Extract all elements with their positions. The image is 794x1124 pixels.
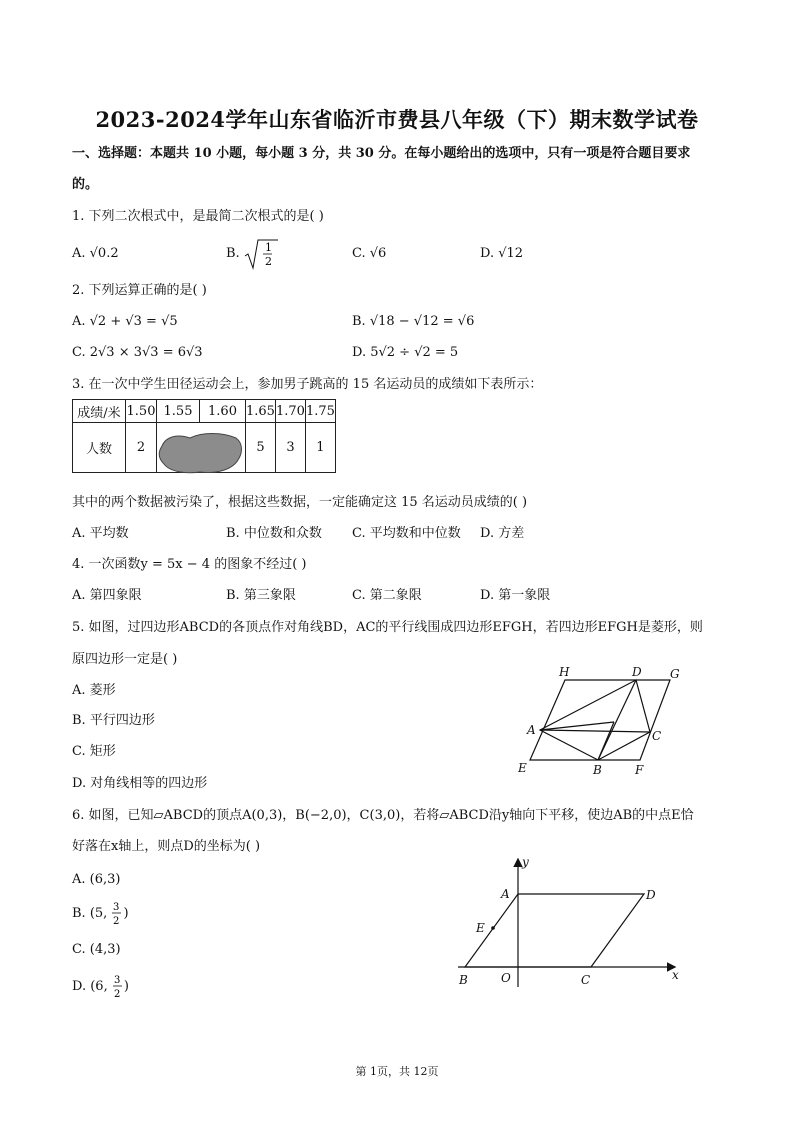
q6-option-d: [72, 971, 129, 1001]
label-f: F: [635, 763, 644, 777]
q5-option-c: C. 矩形: [72, 744, 116, 759]
q1-b-denominator: 2: [264, 255, 272, 268]
parallelogram-abcd: [465, 894, 644, 967]
q6-b-suffix: ): [123, 906, 129, 921]
fraction-icon: [112, 971, 124, 1001]
label-e: E: [476, 921, 485, 935]
section-heading-line1: 一、选择题：本题共 10 小题，每小题 3 分，共 30 分。在每小题给出的选项中，只有一项是符合题目要求: [72, 146, 691, 161]
table-cell: 1: [305, 423, 335, 473]
q1-option-c: C. √6: [352, 246, 387, 261]
label-o: O: [501, 971, 511, 985]
label-d: D: [632, 665, 642, 679]
q4-option-c: C. 第二象限: [352, 588, 422, 603]
q6-d-suffix: ): [123, 979, 129, 994]
label-g: G: [670, 667, 680, 681]
section-heading-line2: 的。: [72, 177, 99, 192]
page-footer: 第 1页，共 12页: [355, 1065, 439, 1078]
q6-stem-line2: 好落在x轴上，则点D的坐标为( ): [72, 839, 261, 854]
q3-option-b: B. 中位数和众数: [226, 526, 322, 541]
q2-option-b: B. √18 − √12 = √6: [352, 314, 475, 329]
label-h: H: [559, 665, 570, 679]
label-b: B: [593, 763, 602, 777]
table-cell: 人数: [73, 423, 126, 473]
page-title: 2023-2024学年山东省临沂市费县八年级（下）期末数学试卷: [95, 107, 699, 132]
table-header-cell: 1.75: [305, 400, 335, 423]
q5-option-a: A. 菱形: [72, 683, 116, 698]
table-header-cell: 1.70: [275, 400, 305, 423]
ink-stain-icon: [156, 428, 246, 478]
label-x: x: [672, 968, 679, 982]
label-c: C: [652, 729, 662, 743]
sqrt-fraction-icon: [244, 238, 278, 270]
q6-b-prefix: B. (5,: [72, 906, 108, 921]
q4-option-b: B. 第三象限: [226, 588, 296, 603]
q1-b-numerator: 1: [264, 241, 272, 254]
q4-option-a: A. 第四象限: [72, 588, 142, 603]
q2-option-d: D. 5√2 ÷ √2 = 5: [352, 345, 459, 360]
q2-option-a: A. √2 + √3 = √5: [72, 314, 178, 329]
q2-stem: 2. 下列运算正确的是( ): [72, 283, 207, 298]
parallelogram-efgh: [530, 680, 670, 760]
table-row: [73, 400, 336, 423]
label-e: E: [518, 761, 527, 775]
table-header-cell: 1.55: [157, 400, 200, 423]
label-b: B: [459, 973, 468, 987]
fraction-icon: [111, 898, 123, 928]
segment-ad-helper: [540, 722, 614, 730]
table-cell: 2: [126, 423, 157, 473]
q2-option-c: C. 2√3 × 3√3 = 6√3: [72, 345, 203, 360]
diagonal-ac: [540, 730, 650, 732]
table-cell: 3: [275, 423, 305, 473]
q5-stem-line2: 原四边形一定是( ): [72, 652, 178, 667]
quadrilateral-abcd: [540, 680, 650, 760]
q6-stem-line1: 6. 如图，已知▱ABCD的顶点A(0,3)，B(−2,0)，C(3,0)，若将▱ABCD沿y轴向下平移，使边AB的中点E恰: [72, 808, 694, 823]
q1-option-b: [226, 238, 278, 270]
label-a: A: [527, 723, 536, 737]
segment-helper: [598, 722, 614, 760]
q6-d-denominator: 2: [113, 989, 121, 1000]
q3-after-table: 其中的两个数据被污染了，根据这些数据，一定能确定这 15 名运动员成绩的( ): [72, 495, 528, 510]
q1-option-b-prefix: B.: [226, 246, 240, 261]
label-d: D: [646, 888, 656, 902]
q6-option-b: [72, 898, 129, 928]
q6-d-numerator: 3: [113, 975, 121, 986]
q4-stem: 4. 一次函数y = 5x − 4 的图象不经过( ): [72, 557, 307, 572]
q5-option-d: D. 对角线相等的四边形: [72, 776, 208, 791]
label-c: C: [581, 973, 591, 987]
q6-d-prefix: D. (6,: [72, 979, 108, 994]
q5-option-b: B. 平行四边形: [72, 713, 155, 728]
point-e: [491, 926, 495, 930]
q4-option-d: D. 第一象限: [480, 588, 551, 603]
table-header-cell: 1.60: [200, 400, 246, 423]
table-cell: 5: [246, 423, 276, 473]
table-header-cell: 1.50: [126, 400, 157, 423]
label-a: A: [501, 887, 510, 901]
table-header-cell: 1.65: [246, 400, 276, 423]
q3-stem: 3. 在一次中学生田径运动会上，参加男子跳高的 15 名运动员的成绩如下表所示：: [72, 377, 543, 392]
q6-b-denominator: 2: [113, 916, 120, 927]
q1-stem: 1. 下列二次根式中，是最简二次根式的是( ): [72, 209, 324, 224]
table-header-cell: 成绩/米: [73, 400, 126, 423]
label-y: y: [522, 855, 529, 869]
q6-b-numerator: 3: [113, 902, 120, 913]
q3-option-d: D. 方差: [480, 526, 525, 541]
q5-stem-line1: 5. 如图，过四边形ABCD的各顶点作对角线BD，AC的平行线围成四边形EFGH，若四边形EFGH是菱形，则: [72, 620, 703, 635]
q6-figure: [448, 852, 688, 992]
q3-option-a: A. 平均数: [72, 526, 129, 541]
q6-option-a: A. (6,3): [72, 872, 121, 887]
q3-option-c: C. 平均数和中位数: [352, 526, 461, 541]
q5-figure: [510, 660, 690, 780]
q1-option-a: A. √0.2: [72, 246, 119, 261]
q6-option-c: C. (4,3): [72, 942, 121, 957]
q1-option-d: D. √12: [480, 246, 524, 261]
